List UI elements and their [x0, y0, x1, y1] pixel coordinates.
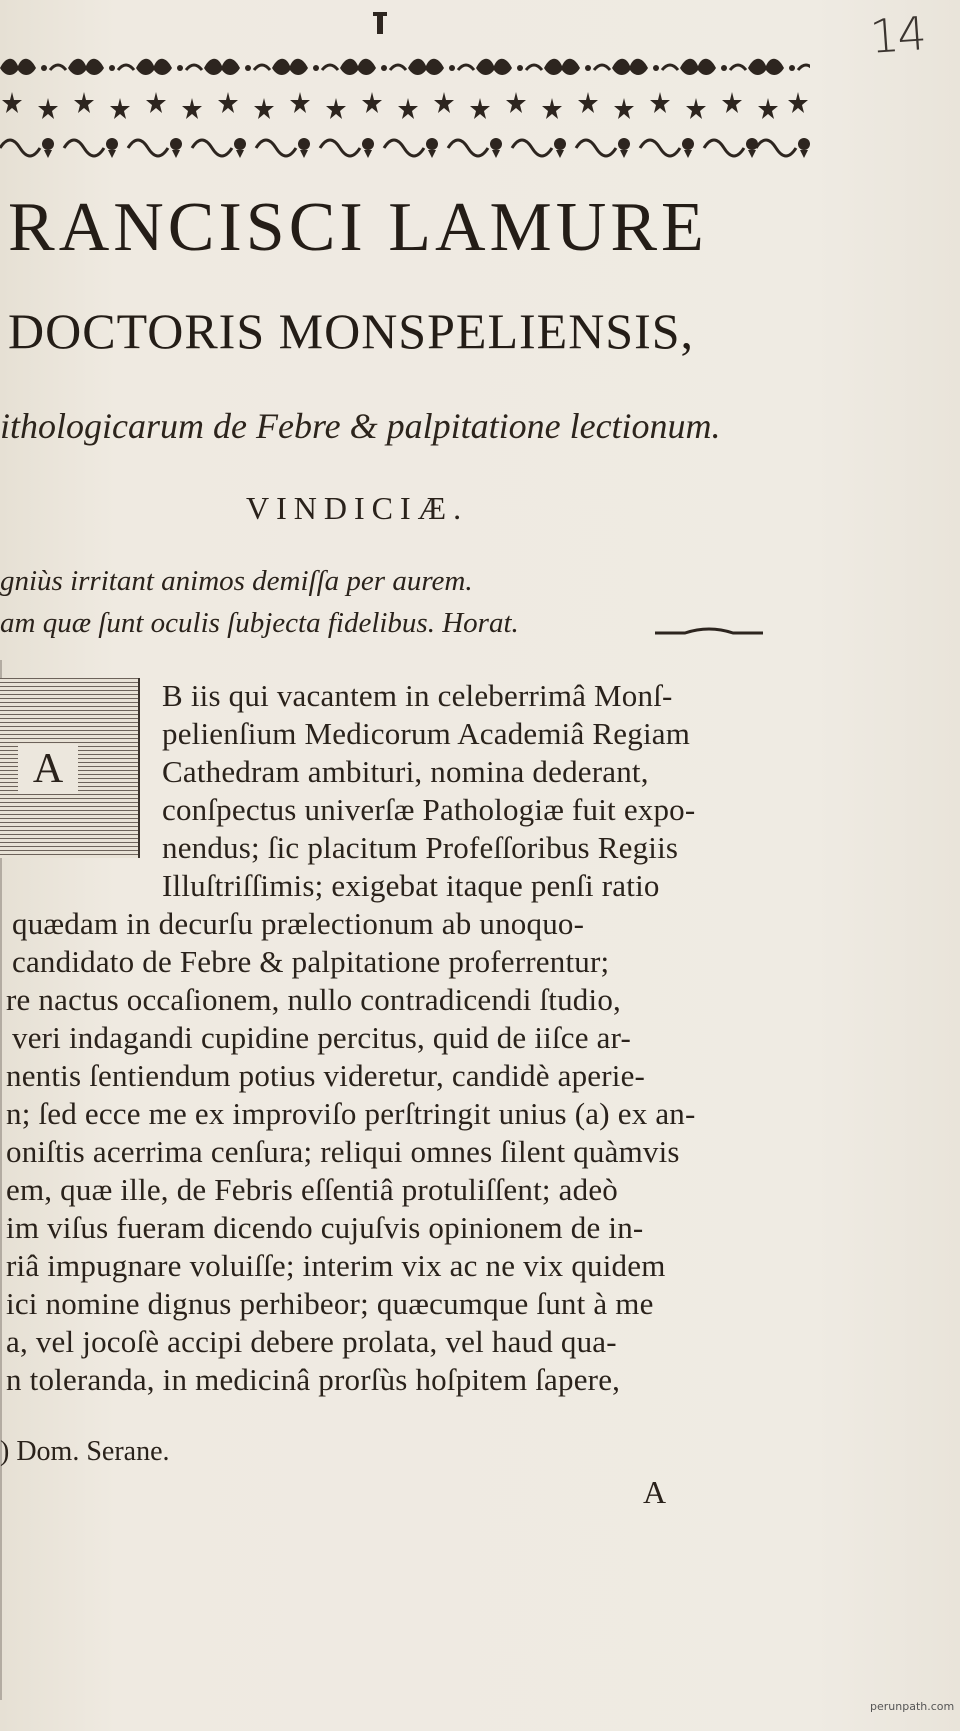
body-text-line: B iis qui vacantem in celeberrimâ Monſ-	[162, 678, 673, 713]
ornament-row-stars	[0, 90, 810, 122]
handwritten-page-number: 14	[868, 6, 927, 64]
body-text-line: veri indagandi cupidine percitus, quid de iiſce ar-	[12, 1020, 632, 1055]
dropcap-letter: A	[18, 744, 78, 794]
body-text-line: oniſtis acerrima cenſura; reliqui omnes ſilent quàmvis	[6, 1134, 680, 1169]
ornament-row-floral-top	[0, 50, 810, 86]
decorated-initial	[0, 678, 140, 858]
body-text-line: im viſus fueram dicendo cujuſvis opinionem de in-	[6, 1210, 644, 1245]
footnote: ) Dom. Serane.	[0, 1436, 170, 1467]
body-text-line: nentis ſentiendum potius videretur, candidè aperie-	[6, 1058, 646, 1093]
body-text-line: ici nomine dignus perhibeor; quæcumque ſunt à me	[6, 1286, 654, 1321]
epigraph-line: gniùs irritant animos demiſſa per aurem.	[0, 565, 473, 597]
signature-mark: A	[643, 1474, 667, 1510]
ornament-row-vines	[0, 128, 810, 162]
flourish-rule-icon	[655, 625, 763, 639]
body-text-line: quædam in decurſu prælectionum ab unoquo-	[12, 906, 585, 941]
section-heading: VINDICIÆ.	[246, 490, 469, 526]
page-top-mark-icon	[370, 8, 390, 38]
body-text-line: n toleranda, in medicinâ prorſùs hoſpitem ſapere,	[6, 1362, 621, 1397]
watermark: perunpath.com	[870, 1700, 955, 1713]
body-text-line: pelienſium Medicorum Academiâ Regiam	[162, 716, 691, 751]
body-text-line: n; ſed ecce me ex improviſo perſtringit unius (a) ex an-	[6, 1096, 696, 1131]
epigraph-line: am quæ ſunt oculis ſubjecta fidelibus. Horat.	[0, 607, 519, 639]
body-text-line: candidato de Febre & palpitatione proferrentur;	[12, 944, 610, 979]
page-subtitle: DOCTORIS MONSPELIENSIS,	[8, 303, 695, 359]
italic-title-line: ithologicarum de Febre & palpitatione lectionum.	[0, 406, 721, 446]
body-text-line: em, quæ ille, de Febris eſſentiâ protuliſſent; adeò	[6, 1172, 618, 1207]
body-text-line: conſpectus univerſæ Pathologiæ fuit expo-	[162, 792, 696, 827]
page-title: RANCISCI LAMURE	[8, 189, 708, 266]
body-text-line: re nactus occaſionem, nullo contradicendi ſtudio,	[6, 982, 621, 1017]
body-text-line: riâ impugnare voluiſſe; interim vix ac ne vix quidem	[6, 1248, 666, 1283]
body-text-line: Cathedram ambituri, nomina dederant,	[162, 754, 649, 789]
body-text-line: nendus; ſic placitum Profeſſoribus Regiis	[162, 830, 679, 865]
body-text-line: Illuſtriſſimis; exigebat itaque penſi ratio	[162, 868, 660, 903]
body-text-line: a, vel jocoſè accipi debere prolata, vel haud qua-	[6, 1324, 617, 1359]
